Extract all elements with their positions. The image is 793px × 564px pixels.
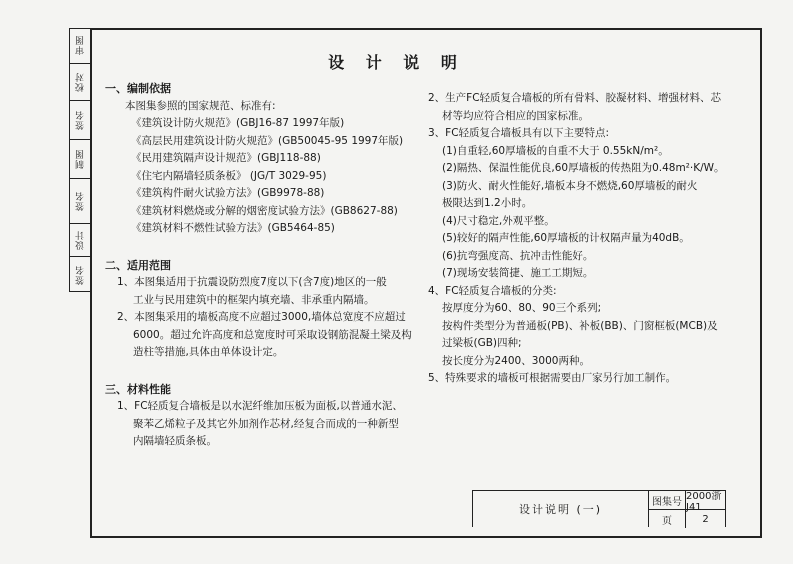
atlas-number-label: 图集号 (649, 491, 686, 510)
paragraph-line: 4、FC轻质复合墙板的分类: (428, 284, 557, 297)
strip-cell: 签名 (70, 256, 90, 292)
feature-item: 极限达到1.2小时。 (442, 197, 533, 209)
page-number: 2 (702, 513, 709, 525)
feature-item: (4)尺寸稳定,外观平整。 (442, 214, 555, 227)
strip-cell: 设计 (70, 223, 90, 256)
section-heading: 三、材料性能 (105, 382, 171, 396)
paragraph-line: 1、本图集适用于抗震设防烈度7度以下(含7度)地区的一般 (117, 276, 387, 288)
standard-item: 《建筑材料不燃性试验方法》(GB5464-85) (131, 222, 335, 234)
category-item: 按构件类型分为普通板(PB)、补板(BB)、门窗框板(MCB)及 (442, 319, 718, 332)
paragraph: 本图集参照的国家规范、标准有: (125, 99, 276, 112)
category-item: 按厚度分为60、80、90三个系列; (442, 302, 602, 314)
paragraph-line: 1、FC轻质复合墙板是以水泥纤维加压板为面板,以普通水泥、 (117, 400, 403, 412)
strip-cell: 签名 (70, 100, 90, 139)
category-item: 过梁板(GB)四种; (442, 337, 522, 349)
feature-item: (2)隔热、保温性能优良,60厚墙板的传热阻为0.48m²·K/W。 (442, 162, 725, 174)
standard-item: 《高层民用建筑设计防火规范》(GB50045-95 1997年版) (131, 134, 404, 147)
strip-cell: 制图 (70, 139, 90, 178)
title-block (472, 490, 726, 527)
paragraph-line: 材等均应符合相应的国家标准。 (442, 109, 589, 122)
standard-item: 《民用建筑隔声设计规范》(GBJ118-88) (131, 152, 321, 164)
standard-item: 《建筑材料燃烧或分解的烟密度试验方法》(GB8627-88) (131, 204, 398, 217)
paragraph-line: 3、FC轻质复合墙板具有以下主要特点: (428, 127, 610, 139)
paragraph-line: 工业与民用建筑中的框架内填充墙、非承重内隔墙。 (133, 293, 375, 306)
paragraph-line: 内隔墙轻质条板。 (133, 435, 217, 447)
feature-item: (7)现场安装简捷、施工工期短。 (442, 267, 594, 279)
paragraph-line: 造柱等措施,具体由单体设计定。 (133, 346, 284, 358)
strip-cell: 签名 (70, 178, 90, 223)
drawing-name: 设计说明 (一) (473, 491, 649, 527)
standard-item: 《建筑设计防火规范》(GBJ16-87 1997年版) (131, 117, 345, 129)
paragraph-line: 6000。超过允许高度和总宽度时可采取设钢筋混凝土梁及构 (133, 328, 412, 341)
category-item: 按长度分为2400、3000两种。 (442, 354, 590, 367)
feature-item: (5)较好的隔声性能,60厚墙板的计权隔声量为40dB。 (442, 232, 690, 244)
paragraph-line: 2、本图集采用的墙板高度不应超过3000,墙体总宽度不应超过 (117, 311, 406, 323)
paragraph-line: 5、特殊要求的墙板可根据需要由厂家另行加工制作。 (428, 372, 677, 384)
atlas-number-value: 2000浙J41 (686, 491, 725, 510)
standard-item: 《建筑构件耐火试验方法》(GB9978-88) (131, 187, 325, 199)
strip-cell: 校对 (70, 63, 90, 100)
feature-item: (1)自重轻,60厚墙板的自重不大于 0.55kN/m²。 (442, 144, 669, 157)
feature-item: (6)抗弯强度高、抗冲击性能好。 (442, 249, 594, 262)
feature-item: (3)防火、耐火性能好,墙板本身不燃烧,60厚墙板的耐火 (442, 179, 698, 192)
right-column (428, 90, 753, 388)
page-label: 页 (649, 510, 686, 528)
left-column (105, 80, 415, 451)
page-title: 设 计 说 明 (328, 53, 465, 72)
standard-item: 《住宅内隔墙轻质条板》 (JG/T 3029-95) (131, 169, 327, 182)
paragraph-line: 2、生产FC轻质复合墙板的所有骨料、胶凝材料、增强材料、芯 (428, 92, 722, 104)
section-heading: 二、适用范围 (105, 258, 171, 272)
section-heading: 一、编制依据 (105, 82, 171, 95)
strip-cell: 审图 (75, 35, 86, 55)
paragraph-line: 聚苯乙烯粒子及其它外加剂作芯材,经复合而成的一种新型 (133, 417, 399, 430)
